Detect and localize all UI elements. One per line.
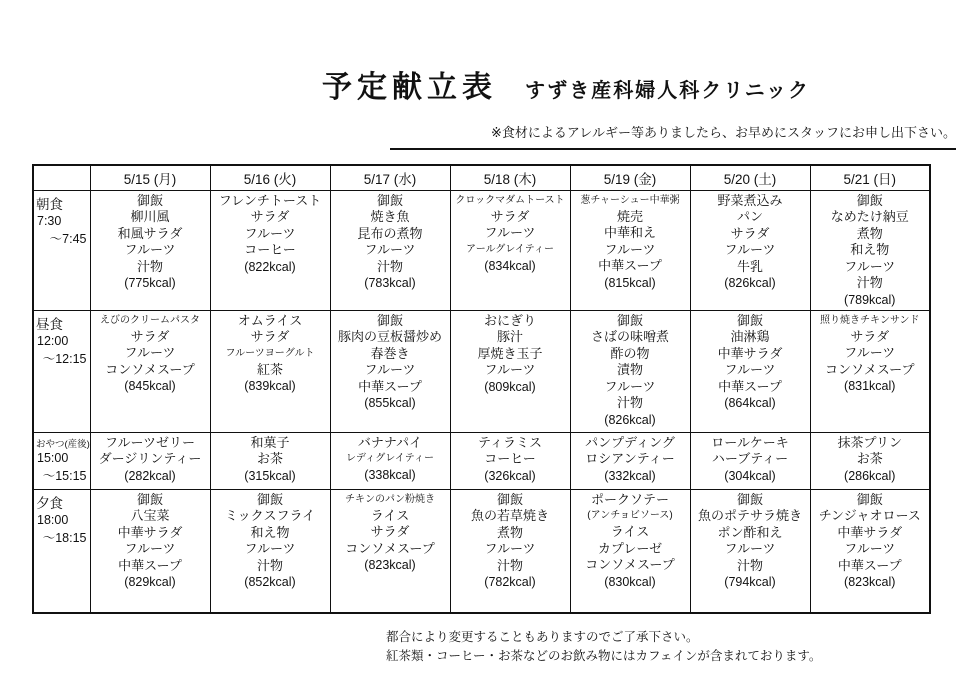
menu-item: えびのクリームパスタ bbox=[100, 314, 200, 326]
menu-item: 御飯 bbox=[136, 491, 163, 507]
kcal-value: (789kcal) bbox=[844, 292, 896, 307]
meal-label-cell bbox=[33, 190, 90, 310]
menu-item: 中華スープ bbox=[837, 557, 902, 573]
menu-item: フルーツ bbox=[364, 362, 416, 377]
kcal-value: (304kcal) bbox=[724, 468, 776, 483]
menu-cell bbox=[810, 432, 930, 489]
menu-item: 和え物 bbox=[850, 242, 890, 257]
meal-time-start: 18:00 bbox=[37, 512, 69, 527]
kcal-value: (282kcal) bbox=[124, 468, 176, 483]
menu-item: 中華サラダ bbox=[117, 524, 183, 540]
menu-item: 汁物 bbox=[856, 275, 883, 290]
menu-item: (アンチョビソース) bbox=[587, 510, 673, 521]
menu-cell bbox=[330, 489, 450, 613]
menu-cell bbox=[810, 310, 930, 432]
kcal-value: (775kcal) bbox=[124, 276, 176, 290]
menu-item: フルーツ bbox=[724, 362, 776, 377]
menu-item: 春巻き bbox=[370, 345, 410, 361]
menu-item: なめたけ納豆 bbox=[830, 209, 909, 224]
kcal-value: (286kcal) bbox=[844, 468, 896, 483]
menu-item: 御飯 bbox=[496, 491, 523, 507]
menu-item: 野菜煮込み bbox=[717, 192, 783, 208]
menu-item: 魚のポテサラ焼き bbox=[697, 508, 802, 523]
menu-item: 汁物 bbox=[376, 258, 403, 274]
meal-name: おやつ(産後) bbox=[36, 438, 90, 450]
kcal-value: (326kcal) bbox=[484, 468, 536, 483]
kcal-value: (845kcal) bbox=[124, 379, 176, 393]
menu-item: 魚の若草焼き bbox=[470, 508, 549, 523]
kcal-value: (826kcal) bbox=[724, 276, 776, 290]
menu-table bbox=[32, 164, 931, 614]
day-header: 5/19 (金) bbox=[570, 165, 690, 190]
menu-item: ハーブティー bbox=[711, 451, 789, 466]
menu-item: フルーツ bbox=[844, 345, 896, 360]
menu-item: サラダ bbox=[250, 209, 290, 224]
menu-item: お茶 bbox=[856, 451, 883, 466]
menu-item: 中華スープ bbox=[118, 557, 182, 573]
menu-item: 豚汁 bbox=[496, 329, 523, 344]
footer-note-caffeine: 紅茶類・コーヒー・お茶などのお飲み物にはカフェインが含まれております。 bbox=[386, 649, 822, 664]
menu-item: コーヒー bbox=[484, 451, 536, 466]
menu-cell bbox=[690, 310, 810, 432]
menu-item: 御飯 bbox=[256, 491, 283, 507]
menu-item: 御飯 bbox=[736, 491, 763, 507]
menu-item: オムライス bbox=[237, 312, 303, 328]
menu-cell bbox=[210, 310, 330, 432]
menu-cell bbox=[330, 432, 450, 489]
menu-item: さばの味噌煮 bbox=[590, 329, 669, 344]
menu-item: 和菓子 bbox=[250, 434, 290, 450]
menu-item: 酢の物 bbox=[610, 345, 650, 361]
menu-item: お茶 bbox=[256, 451, 283, 466]
meal-row bbox=[33, 432, 930, 489]
menu-item: 照り焼きチキンサンド bbox=[820, 314, 920, 326]
menu-item: ロシアンティー bbox=[585, 451, 675, 466]
meal-time-end: ～18:15 bbox=[42, 530, 87, 545]
meal-name: 朝食 bbox=[36, 196, 63, 212]
meal-row bbox=[33, 310, 930, 432]
menu-item: フルーツ bbox=[724, 541, 776, 556]
menu-item: クロックマダムトースト bbox=[455, 194, 565, 206]
kcal-value: (794kcal) bbox=[724, 575, 776, 589]
menu-item: フルーツ bbox=[364, 242, 416, 257]
menu-cell bbox=[210, 432, 330, 489]
menu-item: チキンのパン粉焼き bbox=[345, 493, 435, 505]
kcal-value: (839kcal) bbox=[244, 379, 296, 393]
menu-item: ライス bbox=[610, 524, 650, 539]
menu-item: 和え物 bbox=[250, 524, 290, 540]
menu-item: サラダ bbox=[850, 328, 890, 344]
menu-cell bbox=[570, 310, 690, 432]
menu-item: ポン酢和え bbox=[717, 524, 783, 540]
kcal-value: (830kcal) bbox=[604, 574, 656, 589]
menu-item: 和風サラダ bbox=[117, 225, 183, 241]
menu-cell bbox=[90, 432, 210, 489]
menu-item: 中華サラダ bbox=[717, 345, 783, 361]
day-header: 5/17 (水) bbox=[330, 165, 450, 190]
kcal-value: (855kcal) bbox=[364, 396, 416, 410]
menu-cell bbox=[690, 432, 810, 489]
menu-item: フルーツ bbox=[244, 225, 296, 241]
menu-cell bbox=[690, 190, 810, 310]
meal-time-start: 7:30 bbox=[37, 213, 62, 228]
menu-item: 八宝菜 bbox=[130, 508, 170, 523]
menu-cell bbox=[90, 310, 210, 432]
menu-item: フルーツ bbox=[844, 258, 896, 274]
menu-cell bbox=[330, 310, 450, 432]
menu-item: 厚焼き玉子 bbox=[477, 345, 543, 361]
menu-item: 抹茶プリン bbox=[837, 434, 902, 450]
menu-item: サラダ bbox=[370, 524, 410, 539]
menu-cell bbox=[90, 190, 210, 310]
menu-item: 牛乳 bbox=[736, 258, 763, 274]
menu-body bbox=[33, 190, 930, 613]
menu-item: 御飯 bbox=[736, 312, 763, 328]
meal-label-cell bbox=[33, 310, 90, 432]
menu-item: 中華サラダ bbox=[837, 524, 903, 540]
menu-item: 昆布の煮物 bbox=[357, 225, 423, 241]
kcal-value: (823kcal) bbox=[364, 558, 416, 572]
menu-cell bbox=[330, 190, 450, 310]
menu-cell bbox=[210, 190, 330, 310]
menu-item: フルーツ bbox=[604, 241, 656, 257]
menu-item: 御飯 bbox=[376, 192, 403, 208]
menu-item: 煮物 bbox=[496, 524, 523, 540]
menu-item: 汁物 bbox=[616, 395, 643, 410]
day-header: 5/16 (火) bbox=[210, 165, 330, 190]
menu-item: フレンチトースト bbox=[218, 192, 322, 208]
menu-cell bbox=[570, 489, 690, 613]
menu-item: パンプディング bbox=[585, 434, 675, 450]
menu-cell bbox=[90, 489, 210, 613]
corner-cell bbox=[33, 165, 90, 190]
menu-item: サラダ bbox=[490, 208, 530, 224]
menu-item: フルーツ bbox=[244, 541, 296, 556]
menu-item: 汁物 bbox=[256, 557, 283, 573]
menu-item: チンジャオロース bbox=[818, 508, 921, 523]
footer-note-change: 都合により変更することもありますのでご了承下さい。 bbox=[386, 630, 699, 644]
menu-item: フルーツ bbox=[604, 378, 656, 394]
menu-item: コンソメスープ bbox=[825, 361, 915, 377]
menu-item: 汁物 bbox=[136, 258, 163, 274]
day-header: 5/15 (月) bbox=[90, 165, 210, 190]
kcal-value: (864kcal) bbox=[724, 396, 776, 410]
menu-cell bbox=[450, 432, 570, 489]
menu-cell bbox=[450, 190, 570, 310]
menu-item: フルーツ bbox=[124, 242, 176, 257]
menu-item: 御飯 bbox=[856, 491, 883, 507]
menu-item: フルーツ bbox=[484, 225, 536, 240]
menu-item: パン bbox=[736, 209, 763, 224]
menu-item: 御飯 bbox=[856, 192, 883, 208]
meal-name: 昼食 bbox=[36, 316, 63, 332]
menu-item: 葱チャーシュー中華粥 bbox=[580, 194, 680, 206]
menu-item: 汁物 bbox=[736, 557, 763, 573]
menu-cell bbox=[810, 190, 930, 310]
kcal-value: (834kcal) bbox=[484, 258, 536, 273]
kcal-value: (783kcal) bbox=[364, 276, 416, 290]
kcal-value: (822kcal) bbox=[244, 259, 296, 274]
meal-name: 夕食 bbox=[36, 495, 63, 511]
page-title: 予定献立表 bbox=[322, 71, 497, 104]
menu-item: 中華スープ bbox=[358, 378, 422, 394]
menu-item: ライス bbox=[370, 507, 410, 523]
menu-item: ミックスフライ bbox=[224, 508, 316, 523]
kcal-value: (782kcal) bbox=[484, 575, 536, 589]
menu-item: サラダ bbox=[250, 329, 290, 344]
clinic-name: すずき産科婦人科クリニック bbox=[525, 80, 810, 102]
menu-item: アールグレイティー bbox=[466, 243, 554, 255]
menu-item: 御飯 bbox=[616, 312, 643, 328]
menu-cell bbox=[570, 190, 690, 310]
kcal-value: (831kcal) bbox=[844, 379, 896, 393]
kcal-value: (826kcal) bbox=[604, 412, 656, 427]
menu-item: 漬物 bbox=[616, 362, 643, 377]
meal-time-end: ～12:15 bbox=[42, 351, 87, 366]
kcal-value: (332kcal) bbox=[604, 468, 656, 483]
menu-cell bbox=[690, 489, 810, 613]
menu-item: ダージリンティー bbox=[98, 451, 202, 466]
menu-item: 柳川風 bbox=[130, 209, 170, 224]
title-row bbox=[322, 62, 810, 106]
menu-item: 油淋鶏 bbox=[730, 329, 770, 344]
menu-item: ポークソテー bbox=[590, 491, 669, 507]
meal-row bbox=[33, 489, 930, 613]
kcal-value: (815kcal) bbox=[604, 275, 656, 290]
kcal-value: (809kcal) bbox=[484, 379, 536, 394]
menu-cell bbox=[570, 432, 690, 489]
menu-item: サラダ bbox=[130, 328, 170, 344]
footer-notes bbox=[386, 628, 821, 667]
menu-item: フルーツ bbox=[124, 345, 176, 360]
menu-item: おにぎり bbox=[483, 312, 536, 328]
menu-item: 中華スープ bbox=[718, 378, 782, 394]
meal-label-cell bbox=[33, 432, 90, 489]
menu-item: 焼売 bbox=[616, 208, 643, 224]
menu-item: 御飯 bbox=[136, 192, 163, 208]
menu-item: フルーツ bbox=[124, 541, 176, 556]
menu-item: 汁物 bbox=[496, 557, 523, 573]
kcal-value: (829kcal) bbox=[124, 575, 176, 589]
menu-item: 豚肉の豆板醤炒め bbox=[337, 329, 442, 344]
menu-item: フルーツ bbox=[484, 362, 536, 377]
day-header-row bbox=[33, 165, 930, 190]
menu-item: フルーツ bbox=[484, 541, 536, 556]
allergy-notice: ※食材によるアレルギー等ありましたら、お早めにスタッフにお申し出下さい。 bbox=[390, 122, 956, 150]
meal-row bbox=[33, 190, 930, 310]
menu-item: バナナパイ bbox=[357, 434, 423, 450]
meal-time-start: 12:00 bbox=[37, 333, 69, 348]
menu-item: フルーツ bbox=[844, 541, 896, 556]
menu-item: カプレーゼ bbox=[597, 540, 663, 556]
menu-item: 焼き魚 bbox=[370, 209, 410, 224]
kcal-value: (338kcal) bbox=[364, 468, 416, 482]
menu-item: 御飯 bbox=[376, 312, 403, 328]
kcal-value: (823kcal) bbox=[844, 575, 896, 589]
menu-item: ティラミス bbox=[478, 434, 542, 450]
menu-item: コンソメスープ bbox=[105, 361, 195, 377]
menu-cell bbox=[210, 489, 330, 613]
day-header: 5/21 (日) bbox=[810, 165, 930, 190]
meal-time-end: ～15:15 bbox=[42, 468, 87, 483]
menu-item: 煮物 bbox=[856, 225, 883, 241]
menu-item: 中華和え bbox=[603, 225, 656, 240]
menu-item: サラダ bbox=[730, 225, 770, 241]
kcal-value: (315kcal) bbox=[244, 468, 296, 483]
menu-item: コンソメスープ bbox=[345, 540, 435, 556]
menu-item: ロールケーキ bbox=[711, 434, 789, 450]
menu-item: レディグレイティー bbox=[346, 453, 434, 464]
meal-label-cell bbox=[33, 489, 90, 613]
day-header: 5/18 (木) bbox=[450, 165, 570, 190]
menu-item: フルーツヨーグルト bbox=[225, 347, 315, 359]
menu-item: 紅茶 bbox=[256, 361, 283, 377]
kcal-value: (852kcal) bbox=[244, 575, 296, 589]
meal-time-start: 15:00 bbox=[37, 450, 69, 465]
menu-item: コンソメスープ bbox=[585, 557, 675, 572]
menu-cell bbox=[450, 489, 570, 613]
menu-cell bbox=[450, 310, 570, 432]
menu-item: コーヒー bbox=[244, 242, 296, 257]
menu-item: フルーツゼリー bbox=[105, 434, 195, 450]
menu-item: 中華スープ bbox=[598, 258, 662, 273]
menu-cell bbox=[810, 489, 930, 613]
meal-time-end: ～7:45 bbox=[49, 231, 87, 246]
menu-item: フルーツ bbox=[724, 242, 776, 257]
day-header: 5/20 (土) bbox=[690, 165, 810, 190]
